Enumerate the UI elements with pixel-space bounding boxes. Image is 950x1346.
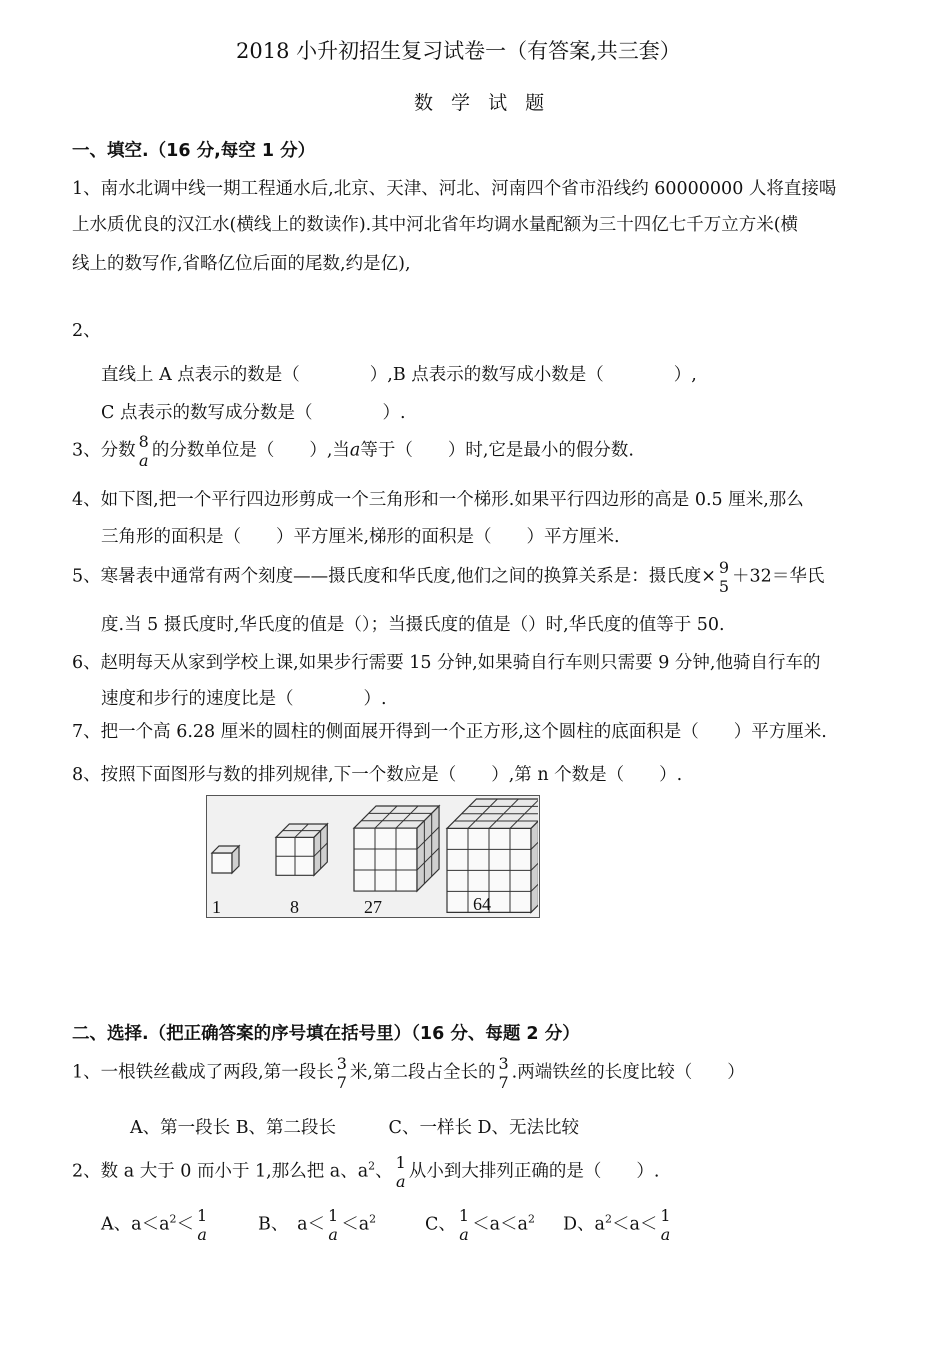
- option-label: A、a＜a: [101, 1214, 170, 1235]
- q2-label: 2、: [72, 321, 101, 341]
- cube-label-27: 27: [364, 897, 382, 917]
- fraction-denominator: a: [197, 1225, 207, 1244]
- fraction-1-over-a: [660, 1206, 670, 1244]
- fraction-denominator: a: [459, 1225, 469, 1244]
- fraction-1-over-a: [459, 1206, 469, 1244]
- document-subtitle: 数 学 试 题: [414, 92, 551, 114]
- q4-line-2: 三角形的面积是（ ）平方厘米,梯形的面积是（ ）平方厘米.: [101, 527, 620, 547]
- q5-text-pre: 5、寒暑表中通常有两个刻度——摄氏度和华氏度,他们之间的换算关系是：摄氏度×: [72, 566, 716, 587]
- fraction-8-over-a: [139, 432, 149, 470]
- fraction-denominator: 7: [336, 1073, 347, 1092]
- s2-q2-option-d: [563, 1206, 674, 1244]
- fraction-denominator: a: [660, 1225, 671, 1244]
- q1-line-1: 1、南水北调中线一期工程通水后,北京、天津、河北、河南四个省市沿线约 60000000 人将直接喝: [72, 179, 837, 199]
- option-label: B、 a＜: [258, 1214, 326, 1235]
- s2-q2-option-b: [258, 1206, 376, 1244]
- s2-q1-text-post: .两端铁丝的长度比较（ ）: [511, 1062, 745, 1083]
- cube-label-1: 1: [212, 897, 221, 917]
- fraction-numerator: 1: [197, 1206, 208, 1225]
- s2-q2-option-c: [425, 1206, 535, 1244]
- s2-q2-text-post: 从小到大排列正确的是（ ）.: [408, 1161, 660, 1182]
- superscript: 2: [604, 1212, 612, 1226]
- separator: 、: [375, 1161, 393, 1182]
- s2-q2-option-a: [101, 1206, 210, 1244]
- q3-line: [72, 432, 634, 470]
- fraction-numerator: 1: [458, 1206, 470, 1225]
- fraction-3-over-7: [498, 1054, 508, 1092]
- s2-q2-text-pre: 2、数 a 大于 0 而小于 1,那么把 a、a: [72, 1161, 369, 1182]
- option-label: C、: [425, 1214, 456, 1235]
- q2-line-1: 直线上 A 点表示的数是（ ）,B 点表示的数写成小数是（ ）,: [101, 365, 697, 385]
- q2-line-2: C 点表示的数写成分数是（ ）.: [101, 403, 406, 423]
- less-than: ＜: [176, 1214, 195, 1235]
- fraction-denominator: 5: [718, 577, 730, 596]
- option-text: ＜a＜a: [472, 1214, 528, 1235]
- fraction-denominator: a: [395, 1172, 406, 1191]
- fraction-1-over-a: [197, 1206, 207, 1244]
- option-text: ＜a＜: [611, 1214, 658, 1235]
- cube-label-8: 8: [290, 897, 299, 917]
- fraction-numerator: 1: [395, 1153, 406, 1172]
- cube-label-64: 64: [473, 894, 491, 914]
- q1-line-2: 上水质优良的汉江水(横线上的数读作).其中河北省年均调水量配额为三十四亿七千万立方米(横: [72, 215, 799, 235]
- q7-line: 7、把一个高 6.28 厘米的圆柱的侧面展开得到一个正方形,这个圆柱的底面积是（ ）平方厘米.: [72, 722, 827, 742]
- fraction-numerator: 1: [328, 1206, 339, 1225]
- q8-line: 8、按照下面图形与数的排列规律,下一个数应是（ ）,第 n 个数是（ ）.: [72, 765, 683, 785]
- q6-line-2: 速度和步行的速度比是（ ）.: [101, 689, 387, 709]
- option-text: ＜a: [341, 1214, 370, 1235]
- q5-line-1: [72, 558, 824, 596]
- option-label: D、a: [563, 1214, 605, 1235]
- q6-line-1: 6、赵明每天从家到学校上课,如果步行需要 15 分钟,如果骑自行车则只需要 9 分钟,他骑自行车的: [72, 653, 821, 673]
- fraction-3-over-7: [337, 1054, 347, 1092]
- s2-q1-text-mid: 米,第二段占全长的: [349, 1062, 496, 1083]
- q3-text-pre: 3、分数: [72, 440, 136, 461]
- fraction-denominator: a: [138, 451, 149, 470]
- superscript: 2: [368, 1159, 376, 1173]
- fraction-numerator: 1: [660, 1206, 671, 1225]
- document-title: 2018 小升初招生复习试卷一（有答案,共三套）: [236, 39, 681, 63]
- cube-front-face: [354, 828, 417, 891]
- fraction-numerator: 3: [336, 1054, 347, 1073]
- q3-text-post: 等于（ ）时,它是最小的假分数.: [360, 440, 634, 461]
- q5-text-post: ＋32＝华氏: [732, 566, 825, 587]
- s2-q1-line: [72, 1054, 745, 1092]
- superscript: 2: [369, 1212, 377, 1226]
- fraction-denominator: a: [328, 1225, 338, 1244]
- fraction-numerator: 9: [718, 558, 730, 577]
- section-2-heading: 二、选择.（把正确答案的序号填在括号里）（16 分、每题 2 分）: [72, 1024, 580, 1044]
- q5-line-2: 度.当 5 摄氏度时,华氏度的值是（）；当摄氏度的值是（）时,华氏度的值等于 50.: [101, 615, 725, 635]
- q3-text-mid: 的分数单位是（ ）,当: [151, 440, 350, 461]
- cube-pattern-figure: [206, 795, 540, 918]
- q4-line-1: 4、如下图,把一个平行四边形剪成一个三角形和一个梯形.如果平行四边形的高是 0.5 厘米,那么: [72, 490, 804, 510]
- fraction-numerator: 8: [138, 432, 149, 451]
- superscript: 2: [527, 1212, 535, 1226]
- fraction-denominator: 7: [498, 1073, 509, 1092]
- q3-variable: a: [349, 440, 361, 461]
- cube-front-face: [212, 853, 232, 873]
- q1-line-3: 线上的数写作,省略亿位后面的尾数,约是亿),: [72, 254, 411, 274]
- fraction-9-over-5: [719, 558, 729, 596]
- s2-q1-text-pre: 1、一根铁丝截成了两段,第一段长: [72, 1062, 334, 1083]
- s2-q1-options: A、第一段长 B、第二段长 C、一样长 D、无法比较: [130, 1118, 580, 1138]
- fraction-1-over-a: [328, 1206, 338, 1244]
- superscript: 2: [169, 1212, 177, 1226]
- fraction-1-over-a: [396, 1153, 406, 1191]
- section-1-heading: 一、填空.（16 分,每空 1 分）: [72, 141, 316, 161]
- s2-q2-line: [72, 1153, 659, 1191]
- fraction-numerator: 3: [498, 1054, 509, 1073]
